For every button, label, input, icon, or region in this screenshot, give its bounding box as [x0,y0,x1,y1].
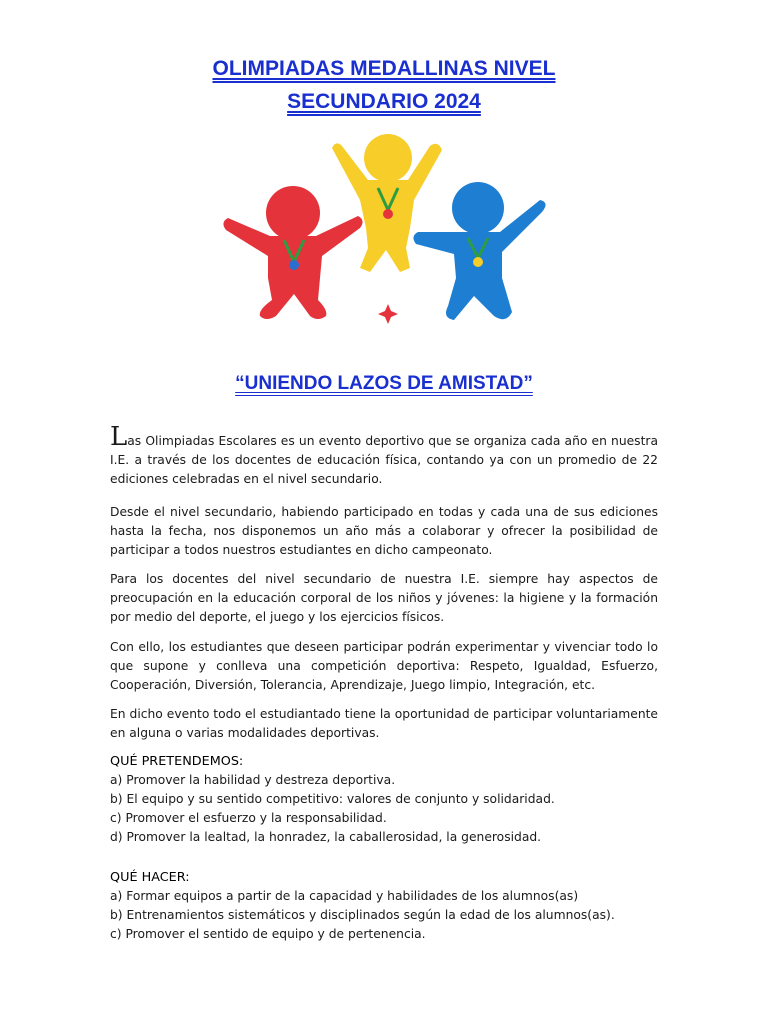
list-item: a) Formar equipos a partir de la capacidad y habilidades de los alumnos(as) [110,889,579,903]
olympics-children-logo [210,128,560,328]
yellow-child-medal [383,209,393,219]
blue-child-figure [413,182,545,320]
paragraph-participation: Desde el nivel secundario, habiendo participado en todas y cada una de sus ediciones hasta la fecha, nos disponemos un año más a colaborar y ofrecer la posibilidad de participar a todos nuestros estudiantes en dicho campeonato. [110,505,658,557]
list-pretendemos [110,771,670,847]
red-child-medal [289,260,299,270]
list-item: c) Promover el sentido de equipo y de pertenencia. [110,927,426,941]
list-hacer [110,887,670,944]
yellow-child-figure [332,134,442,272]
document-title-line2: SECUNDARIO 2024 [287,90,481,113]
intro-text: as Olimpiadas Escolares es un evento deportivo que se organiza cada año en nuestra I.E. a través de los docentes de educación física, contando ya con un promedio de 22 ediciones celebradas en el nivel secundario. [110,434,658,486]
paragraph-opportunity: En dicho evento todo el estudiantado tiene la oportunidad de participar voluntariamente en alguna o varias modalidades deportivas. [110,707,658,740]
list-item: d) Promover la lealtad, la honradez, la caballerosidad, la generosidad. [110,830,542,844]
section-heading-pretendemos: QUÉ PRETENDEMOS: [110,754,244,769]
drop-cap-letter: L [110,422,128,452]
document-title-line1: OLIMPIADAS MEDALLINAS NIVEL [212,57,556,80]
list-item: b) Entrenamientos sistemáticos y disciplinados según la edad de los alumnos(as). [110,908,615,922]
section-que-pretendemos [110,752,670,847]
star-sparkle-icon [378,304,398,324]
section-heading-hacer: QUÉ HACER: [110,870,190,885]
section-que-hacer [110,868,670,944]
paragraph-values: Con ello, los estudiantes que deseen participar podrán experimentar y vivenciar todo lo que supone y conlleva una competición deportiva: Respeto, Igualdad, Esfuerzo, Cooperación, Diversión, Tolerancia, Aprendizaje, Juego limpio, Integración, etc. [110,640,658,692]
slogan-heading: “UNIENDO LAZOS DE AMISTAD” [235,373,533,394]
intro-paragraph [110,422,658,489]
list-item: c) Promover el esfuerzo y la responsabilidad. [110,811,387,825]
paragraph-concerns: Para los docentes del nivel secundario de nuestra I.E. siempre hay aspectos de preocupación en la educación corporal de los niños y jóvenes: la higiene y la formación por medio del deporte, el juego y los ejercicios físicos. [110,572,658,624]
list-item: b) El equipo y su sentido competitivo: valores de conjunto y solidaridad. [110,792,555,806]
red-child-figure [223,186,362,319]
list-item: a) Promover la habilidad y destreza deportiva. [110,773,396,787]
blue-child-medal [473,257,483,267]
